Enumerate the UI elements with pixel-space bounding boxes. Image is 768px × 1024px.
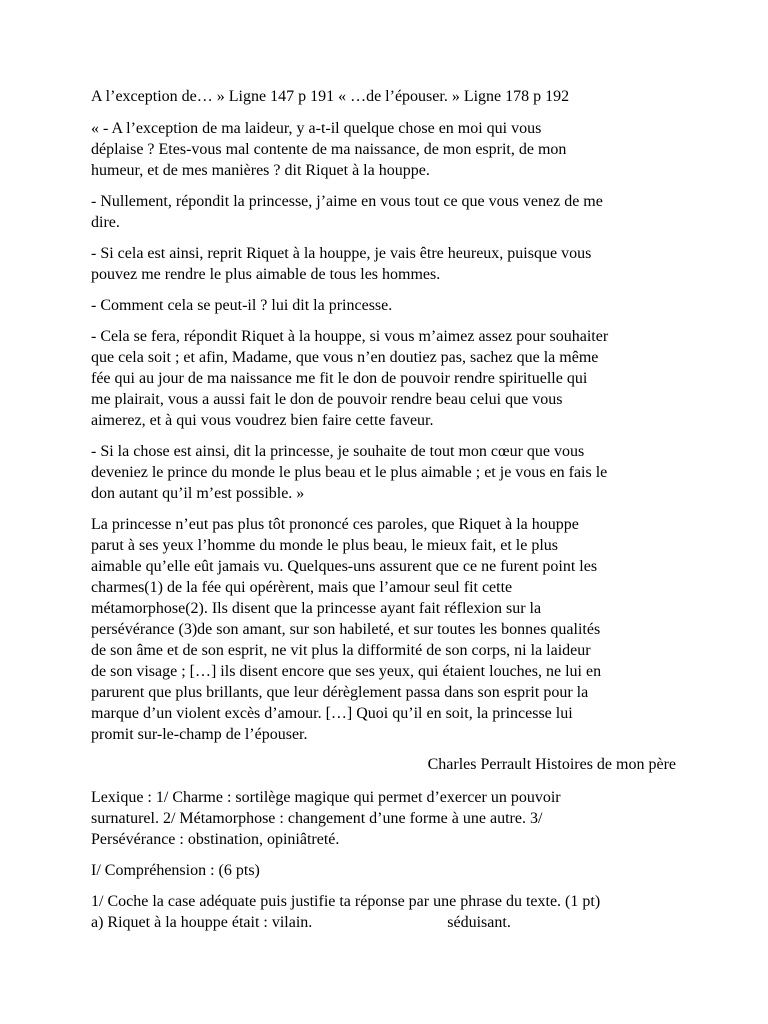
text-line: La princesse n’eut pas plus tôt prononcé ces paroles, que Riquet à la houppe bbox=[91, 516, 579, 533]
dialogue-paragraph-6 bbox=[91, 441, 678, 504]
narrative-paragraph bbox=[91, 514, 678, 745]
text-line: - Nullement, répondit la princesse, j’aime en vous tout ce que vous venez de me bbox=[91, 193, 603, 210]
text-line: me plairait, vous a aussi fait le don de pouvoir rendre beau celui que vous bbox=[91, 391, 563, 408]
text-line: persévérance (3)de son amant, sur son habileté, et sur toutes les bonnes qualités bbox=[91, 621, 601, 638]
text-line: don autant qu’il m’est possible. » bbox=[91, 485, 305, 502]
text-line: - Si cela est ainsi, reprit Riquet à la houppe, je vais être heureux, puisque vous bbox=[91, 245, 592, 262]
text-line: fée qui au jour de ma naissance me fit le don de pouvoir rendre spirituelle qui bbox=[91, 370, 588, 387]
lexique-paragraph bbox=[91, 787, 678, 850]
text-line: - Cela se fera, répondit Riquet à la houppe, si vous m’aimez assez pour souhaiter bbox=[91, 328, 609, 345]
text-line: marque d’un violent excès d’amour. […] Quoi qu’il en soit, la princesse lui bbox=[91, 705, 573, 722]
text-line: déplaise ? Etes-vous mal contente de ma naissance, de mon esprit, de mon bbox=[91, 141, 567, 158]
answer-option-vilain[interactable]: a) Riquet à la houppe était : vilain. bbox=[91, 914, 313, 931]
question-block bbox=[91, 891, 678, 933]
text-line: humeur, et de mes manières ? dit Riquet à la houppe. bbox=[91, 162, 430, 179]
text-line: parut à ses yeux l’homme du monde le plus beau, le mieux fait, et le plus bbox=[91, 537, 558, 554]
text-line: de son âme et de son esprit, ne vit plus la difformité de son corps, ni la laideur bbox=[91, 642, 591, 659]
section-title: I/ Compréhension : (6 pts) bbox=[91, 862, 260, 879]
text-line: pouvez me rendre le plus aimable de tous les hommes. bbox=[91, 266, 441, 283]
dialogue-paragraph-4 bbox=[91, 295, 678, 316]
text-line: que cela soit ; et afin, Madame, que vous n’en doutiez pas, sachez que la même bbox=[91, 349, 599, 366]
text-line: surnaturel. 2/ Métamorphose : changement d’une forme à une autre. 3/ bbox=[91, 810, 543, 827]
dialogue-paragraph-1 bbox=[91, 118, 678, 181]
dialogue-paragraph-5 bbox=[91, 326, 678, 431]
text-line: charmes(1) de la fée qui opérèrent, mais que l’amour seul fit cette bbox=[91, 579, 513, 596]
document-page bbox=[91, 86, 678, 943]
text-line: aimerez, et à qui vous voudrez bien faire cette faveur. bbox=[91, 412, 434, 429]
text-line: Lexique : 1/ Charme : sortilège magique qui permet d’exercer un pouvoir bbox=[91, 789, 561, 806]
text-line: aimable qu’elle eût jamais vu. Quelques-uns assurent que ce ne furent point les bbox=[91, 558, 598, 575]
text-line: Persévérance : obstination, opiniâtreté. bbox=[91, 831, 340, 848]
dialogue-paragraph-2 bbox=[91, 191, 678, 233]
dialogue-paragraph-3 bbox=[91, 243, 678, 285]
text-line: de son visage ; […] ils disent encore que ses yeux, qui étaient louches, ne lui en bbox=[91, 663, 602, 680]
answer-row bbox=[91, 912, 678, 933]
text-line: métamorphose(2). Ils disent que la princesse ayant fait réflexion sur la bbox=[91, 600, 542, 617]
text-line: promit sur-le-champ de l’épouser. bbox=[91, 726, 308, 743]
text-line: parurent que plus brillants, que leur dérèglement passa dans son esprit pour la bbox=[91, 684, 589, 701]
question-instruction: 1/ Coche la case adéquate puis justifie ta réponse par une phrase du texte. (1 pt) bbox=[91, 893, 601, 910]
text-line: dire. bbox=[91, 214, 120, 231]
text-reference-header: A l’exception de… » Ligne 147 p 191 « …de l’épouser. » Ligne 178 p 192 bbox=[91, 88, 570, 105]
author-signature: Charles Perrault Histoires de mon père bbox=[427, 756, 676, 773]
text-line: « - A l’exception de ma laideur, y a-t-il quelque chose en moi qui vous bbox=[91, 120, 542, 137]
answer-option-seduisant[interactable]: séduisant. bbox=[447, 914, 511, 931]
text-line: deveniez le prince du monde le plus beau et le plus aimable ; et je vous en fais le bbox=[91, 464, 608, 481]
text-line: - Comment cela se peut-il ? lui dit la princesse. bbox=[91, 297, 393, 314]
text-line: - Si la chose est ainsi, dit la princesse, je souhaite de tout mon cœur que vous bbox=[91, 443, 585, 460]
